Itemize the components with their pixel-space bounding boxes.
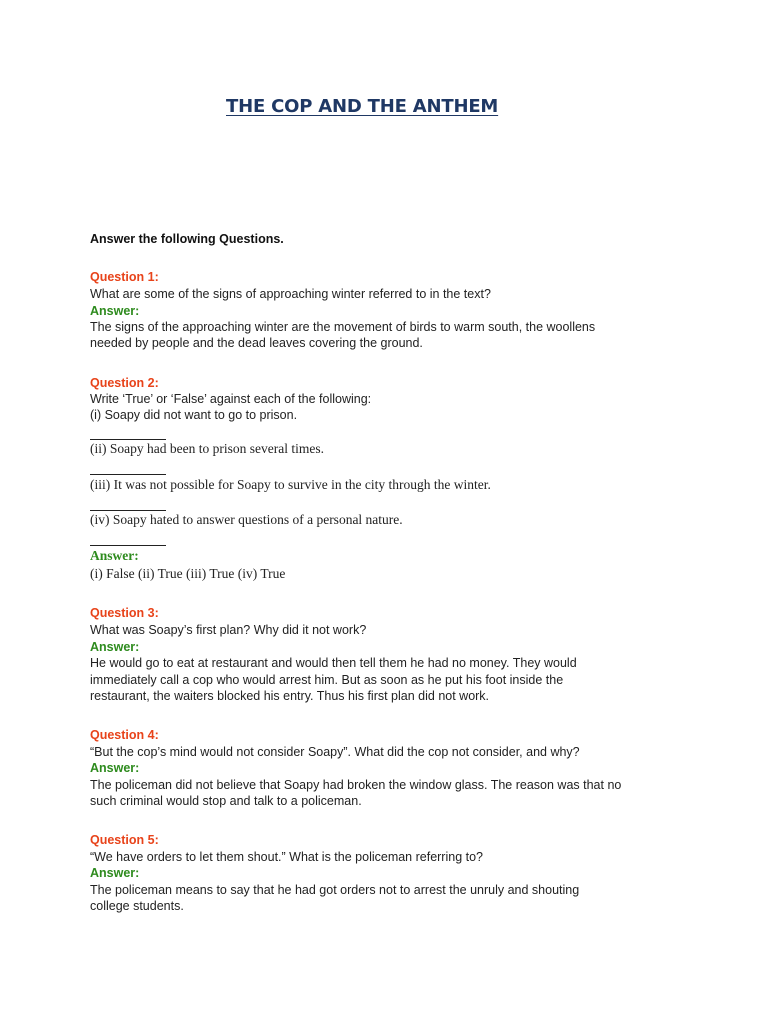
question-1-label: Question 1: xyxy=(90,270,159,284)
question-5-text: “We have orders to let them shout.” What is the policeman referring to? xyxy=(90,850,484,864)
answer-3-line: immediately call a cop who would arrest him. But as soon as he put his foot inside the xyxy=(90,673,564,687)
answer-blank xyxy=(90,474,166,475)
answer-3-line: He would go to eat at restaurant and would then tell them he had no money. They would xyxy=(90,656,577,670)
statement-item: (ii) Soapy had been to prison several times. xyxy=(90,441,324,456)
document-title: THE COP AND THE ANTHEM xyxy=(226,96,499,117)
question-1-text: What are some of the signs of approaching winter referred to in the text? xyxy=(90,287,491,301)
answer-2-text: (i) False (ii) True (iii) True (iv) True xyxy=(90,566,286,581)
answer-1-line: The signs of the approaching winter are the movement of birds to warm south, the woollens xyxy=(90,320,596,334)
answer-1-label: Answer: xyxy=(90,304,140,318)
question-2-text: Write ‘True’ or ‘False’ against each of the following: xyxy=(90,392,372,406)
answer-4-line: such criminal would stop and talk to a policeman. xyxy=(90,794,362,808)
answer-1-line: needed by people and the dead leaves covering the ground. xyxy=(90,336,423,350)
answer-3-line: restaurant, the waiters blocked his entry. Thus his first plan did not work. xyxy=(90,689,490,703)
question-3-label: Question 3: xyxy=(90,606,159,620)
question-4-text: “But the cop’s mind would not consider Soapy”. What did the cop not consider, and why? xyxy=(90,745,580,759)
answer-5-label: Answer: xyxy=(90,866,140,880)
answer-4-label: Answer: xyxy=(90,761,140,775)
answer-2-label: Answer: xyxy=(90,548,139,563)
instructions-heading: Answer the following Questions. xyxy=(90,232,284,246)
statement-item: (iv) Soapy hated to answer questions of a personal nature. xyxy=(90,512,403,527)
answer-5-line: college students. xyxy=(90,899,184,913)
answer-5-line: The policeman means to say that he had got orders not to arrest the unruly and shouting xyxy=(90,883,580,897)
statement-item: (i) Soapy did not want to go to prison. xyxy=(90,408,298,422)
question-2-label: Question 2: xyxy=(90,376,159,390)
answer-blank xyxy=(90,439,166,440)
answer-3-label: Answer: xyxy=(90,640,140,654)
statement-item: (iii) It was not possible for Soapy to survive in the city through the winter. xyxy=(90,477,491,492)
answer-blank xyxy=(90,545,166,546)
question-5-label: Question 5: xyxy=(90,833,159,847)
question-3-text: What was Soapy’s first plan? Why did it not work? xyxy=(90,623,367,637)
answer-4-line: The policeman did not believe that Soapy had broken the window glass. The reason was that no xyxy=(90,778,622,792)
answer-blank xyxy=(90,510,166,511)
question-4-label: Question 4: xyxy=(90,728,159,742)
